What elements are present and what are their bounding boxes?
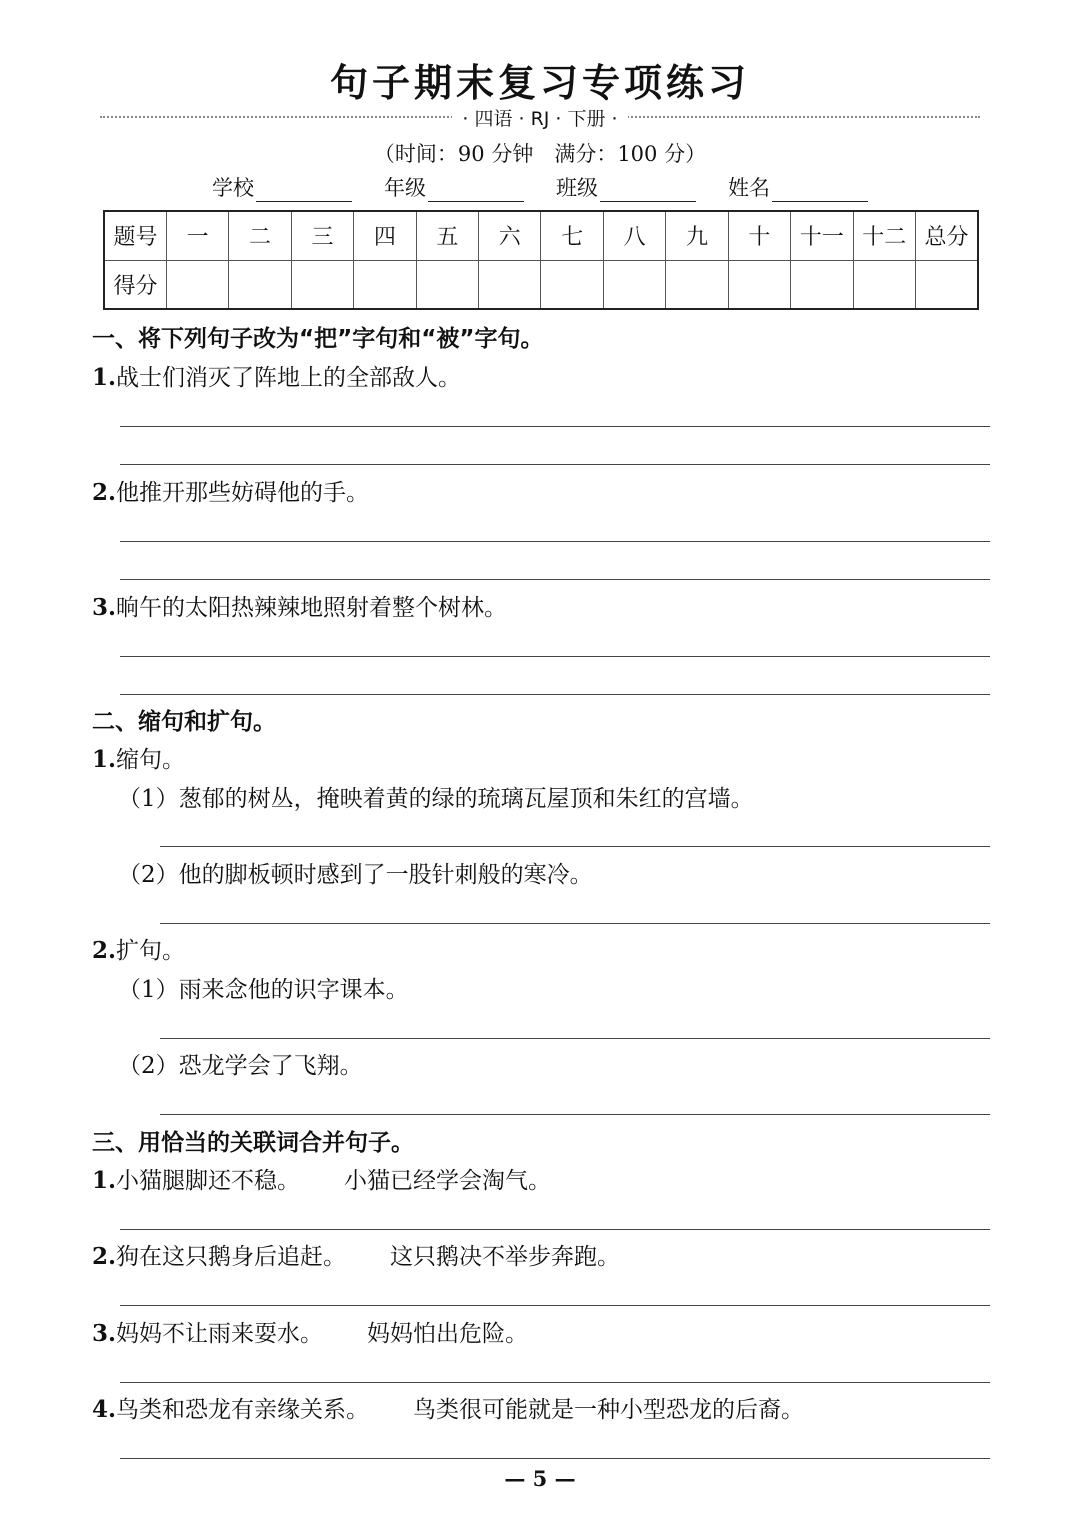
s3-question-1: [92, 1162, 551, 1195]
answer-line[interactable]: [160, 846, 990, 847]
question-text: 战士们消灭了阵地上的全部敌人。: [116, 365, 462, 391]
header-cell: 七: [541, 211, 603, 260]
worksheet-subtitle: [0, 104, 1080, 131]
s1-question-2: [92, 474, 369, 507]
s1-question-3: [92, 589, 507, 622]
header-cell: 总分: [915, 211, 978, 260]
answer-line[interactable]: [120, 541, 990, 542]
score-cell[interactable]: [791, 260, 853, 309]
answer-line[interactable]: [120, 464, 990, 465]
answer-line[interactable]: [120, 1305, 990, 1306]
grade-label: 年级: [384, 176, 426, 200]
sentence-a: 鸟类和恐龙有亲缘关系。: [116, 1397, 370, 1423]
score-cell[interactable]: [291, 260, 353, 309]
answer-line[interactable]: [120, 656, 990, 657]
header-cell: 一: [166, 211, 228, 260]
answer-line[interactable]: [120, 1229, 990, 1230]
sentence-b: 这只鹅决不举步奔跑。: [390, 1244, 621, 1270]
header-cell: 六: [479, 211, 541, 260]
answer-line[interactable]: [120, 1458, 990, 1459]
page-number: — 5 —: [504, 1466, 576, 1491]
school-field[interactable]: [212, 172, 352, 202]
name-label: 姓名: [728, 176, 770, 200]
name-field[interactable]: [728, 172, 868, 202]
score-cell[interactable]: [354, 260, 416, 309]
header-cell: 题号: [104, 211, 166, 260]
question-number: 1.: [92, 746, 117, 773]
question-number: 2.: [92, 479, 117, 506]
answer-line[interactable]: [120, 426, 990, 427]
sentence-b: 小猫已经学会淘气。: [344, 1168, 552, 1194]
header-cell: 十: [728, 211, 790, 260]
sentence-a: 妈妈不让雨来耍水。: [116, 1321, 324, 1347]
score-table: [103, 210, 979, 310]
score-cell[interactable]: [166, 260, 228, 309]
answer-line[interactable]: [120, 694, 990, 695]
section1-heading: 一、将下列句子改为“把”字句和“被”字句。: [92, 326, 544, 352]
worksheet-title: 句子期末复习专项练习: [329, 60, 750, 105]
answer-line[interactable]: [120, 579, 990, 580]
score-cell[interactable]: [853, 260, 915, 309]
header-cell: 十二: [853, 211, 915, 260]
header-cell: 五: [416, 211, 478, 260]
subtitle-text: · 四语 · RJ · 下册 ·: [452, 108, 627, 130]
header-cell: 三: [291, 211, 353, 260]
question-text: 晌午的太阳热辣辣地照射着整个树林。: [116, 595, 508, 621]
s3-question-2: [92, 1238, 620, 1271]
question-number: 3.: [92, 1320, 117, 1347]
score-cell[interactable]: [229, 260, 291, 309]
class-label: 班级: [556, 176, 598, 200]
school-blank[interactable]: [256, 180, 352, 202]
s2-q2-item-2: （2）恐龙学会了飞翔。: [118, 1053, 363, 1079]
class-blank[interactable]: [600, 180, 696, 202]
score-row-label: 得分: [104, 260, 166, 309]
answer-line[interactable]: [160, 1038, 990, 1039]
score-cell[interactable]: [666, 260, 728, 309]
sentence-a: 小猫腿脚还不稳。: [116, 1168, 301, 1194]
s2-q1-item-2: （2）他的脚板顿时感到了一股针刺般的寒冷。: [118, 862, 593, 888]
s2-q1-item-1: （1）葱郁的树丛，掩映着黄的绿的琉璃瓦屋顶和朱红的宫墙。: [118, 786, 754, 812]
question-text: 缩句。: [116, 747, 186, 773]
time-info: （时间：90 分钟 满分：100 分）: [373, 142, 707, 166]
s2-q2-item-1: （1）雨来念他的识字课本。: [118, 977, 409, 1003]
question-number: 1.: [92, 364, 117, 391]
s2-question-2: [92, 932, 185, 965]
header-cell: 九: [666, 211, 728, 260]
grade-field[interactable]: [384, 172, 524, 202]
score-table-score-row: [104, 260, 978, 309]
section3-heading: 三、用恰当的关联词合并句子。: [92, 1130, 414, 1156]
s3-question-4: [92, 1391, 804, 1424]
question-number: 2.: [92, 937, 117, 964]
question-number: 2.: [92, 1243, 117, 1270]
section2-heading: 二、缩句和扩句。: [92, 709, 276, 735]
sentence-b: 鸟类很可能就是一种小型恐龙的后裔。: [413, 1397, 805, 1423]
answer-line[interactable]: [120, 1382, 990, 1383]
question-number: 1.: [92, 1167, 117, 1194]
name-blank[interactable]: [772, 180, 868, 202]
header-cell: 四: [354, 211, 416, 260]
s1-question-1: [92, 359, 461, 392]
score-table-header-row: [104, 211, 978, 260]
header-cell: 十一: [791, 211, 853, 260]
class-field[interactable]: [556, 172, 696, 202]
question-number: 3.: [92, 594, 117, 621]
s2-question-1: [92, 741, 185, 774]
header-cell: 二: [229, 211, 291, 260]
header-cell: 八: [603, 211, 665, 260]
score-cell[interactable]: [479, 260, 541, 309]
question-number: 4.: [92, 1396, 117, 1423]
score-cell[interactable]: [728, 260, 790, 309]
answer-line[interactable]: [160, 923, 990, 924]
question-text: 他推开那些妨碍他的手。: [116, 480, 370, 506]
grade-blank[interactable]: [428, 180, 524, 202]
score-cell[interactable]: [541, 260, 603, 309]
score-cell[interactable]: [416, 260, 478, 309]
sentence-b: 妈妈怕出危险。: [367, 1321, 529, 1347]
sentence-a: 狗在这只鹅身后追赶。: [116, 1244, 347, 1270]
answer-line[interactable]: [160, 1114, 990, 1115]
school-label: 学校: [212, 176, 254, 200]
score-cell[interactable]: [915, 260, 978, 309]
question-text: 扩句。: [116, 938, 186, 964]
s3-question-3: [92, 1315, 528, 1348]
score-cell[interactable]: [603, 260, 665, 309]
